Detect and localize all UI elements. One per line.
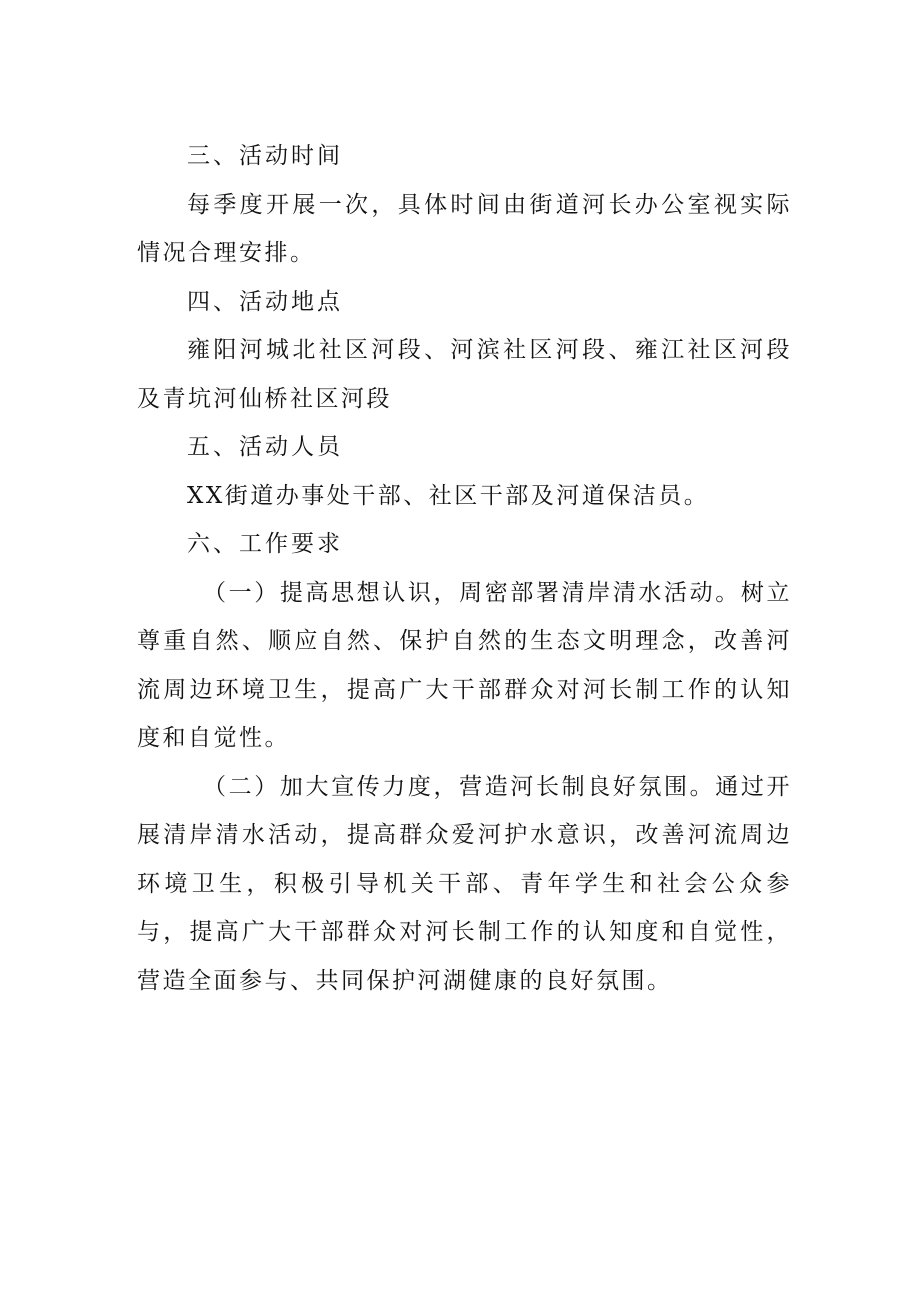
section-heading-activity-location: 四、活动地点 (187, 288, 343, 315)
paragraph-requirement-2: （二）加大宣传力度，营造河长制良好氛围。通过开展清岸清水活动，提高群众爱河护水意识，改善河流周边环境卫生，积极引导机关干部、青年学生和社会公众参与，提高广大干部群众对河长制工作的认知度和自觉性，营造全面参与、共同保护河湖健康的良好氛围。 (137, 773, 792, 994)
section-heading-activity-time: 三、活动时间 (187, 143, 343, 169)
paragraph-activity-time: 每季度开展一次，具体时间由街道河长办公室视实际情况合理安排。 (137, 191, 792, 266)
section-heading-activity-personnel: 五、活动人员 (187, 434, 343, 460)
paragraph-activity-location: 雍阳河城北社区河段、河滨社区河段、雍江社区河段及青坑河仙桥社区河段 (137, 337, 792, 412)
document-body (137, 132, 792, 1005)
section-heading-work-requirements: 六、工作要求 (187, 531, 343, 557)
paragraph-activity-personnel: XX街道办事处干部、社区干部及河道保洁员。 (187, 482, 710, 509)
paragraph-requirement-1: （一）提高思想认识，周密部署清岸清水活动。树立尊重自然、顺应自然、保护自然的生态文明理念，改善河流周边环境卫生，提高广大干部群众对河长制工作的认知度和自觉性。 (137, 579, 792, 751)
